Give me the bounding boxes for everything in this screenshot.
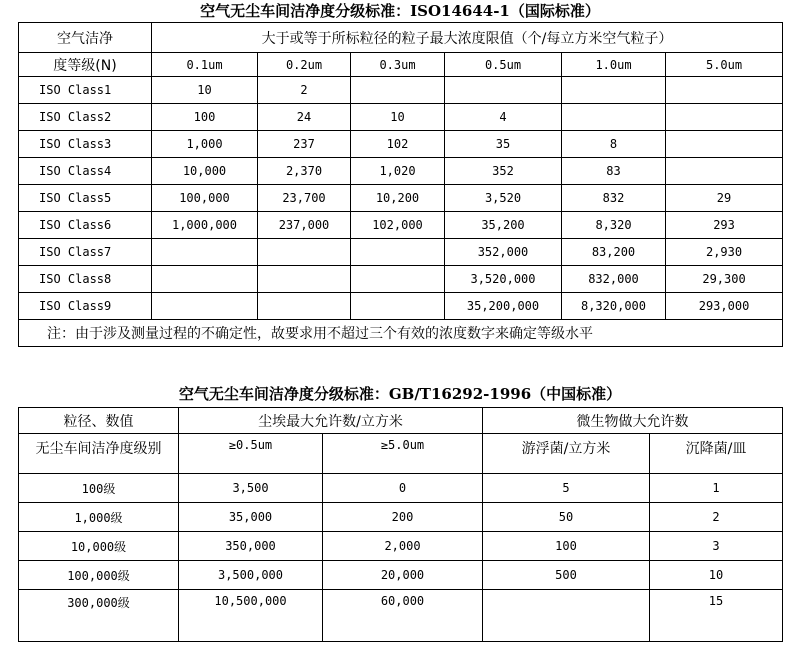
- gb-row-label: 100,000级: [19, 561, 179, 590]
- iso-note: 注：由于涉及测量过程的不确定性，故要求用不超过三个有效的浓度数字来确定等级水平: [19, 320, 783, 347]
- gb-row-label: 1,000级: [19, 503, 179, 532]
- iso-cell: 237: [258, 131, 351, 158]
- iso-cell: 2: [258, 77, 351, 104]
- iso-cell: [258, 293, 351, 320]
- table-row: [19, 212, 783, 239]
- iso-cell: 8,320,000: [562, 293, 666, 320]
- iso-row-label: ISO Class1: [19, 77, 152, 104]
- gb-header-dust: 尘埃最大允许数/立方米: [179, 408, 483, 434]
- iso-size-header: 0.5um: [445, 53, 562, 77]
- iso-cell: [666, 131, 783, 158]
- iso-cell: [152, 293, 258, 320]
- iso-cell: 83,200: [562, 239, 666, 266]
- gb-cell: 1: [650, 474, 783, 503]
- iso-cell: 100: [152, 104, 258, 131]
- gb-table-title: 空气无尘车间洁净度分级标准：GB/T16292-1996（中国标准）: [178, 385, 622, 403]
- gb-cell: 3,500: [179, 474, 323, 503]
- iso-size-header: 5.0um: [666, 53, 783, 77]
- iso-cell: [152, 266, 258, 293]
- gb-cell: 500: [483, 561, 650, 590]
- gb-cell: 2,000: [323, 532, 483, 561]
- iso-cell: [258, 239, 351, 266]
- iso-cell: 832,000: [562, 266, 666, 293]
- iso-cell: 3,520,000: [445, 266, 562, 293]
- iso-size-header: 0.3um: [351, 53, 445, 77]
- gb-header-settle: 沉降菌/皿: [650, 434, 783, 474]
- iso-cell: 35: [445, 131, 562, 158]
- gb-cell: 2: [650, 503, 783, 532]
- iso-cell: 35,200,000: [445, 293, 562, 320]
- table-row: [19, 185, 783, 212]
- iso-row-label: ISO Class5: [19, 185, 152, 212]
- iso-cell: [351, 293, 445, 320]
- iso-cell: 100,000: [152, 185, 258, 212]
- iso-cell: 10,200: [351, 185, 445, 212]
- gb-cell: 200: [323, 503, 483, 532]
- iso-cell: [351, 77, 445, 104]
- gb-row-label: 100级: [19, 474, 179, 503]
- iso-cell: 83: [562, 158, 666, 185]
- iso-row-label: ISO Class8: [19, 266, 152, 293]
- iso-cell: [562, 77, 666, 104]
- gb-cell: 35,000: [179, 503, 323, 532]
- iso-cell: 1,020: [351, 158, 445, 185]
- table-row: [19, 590, 783, 642]
- iso-cell: 24: [258, 104, 351, 131]
- gb-table: [18, 407, 783, 642]
- gb-cell: 10: [650, 561, 783, 590]
- table-row: [19, 104, 783, 131]
- iso-cell: 29: [666, 185, 783, 212]
- iso-cell: [351, 266, 445, 293]
- iso-size-header: 1.0um: [562, 53, 666, 77]
- iso-cell: 2,370: [258, 158, 351, 185]
- iso-header-class: 空气洁净: [19, 23, 152, 53]
- iso-row-label: ISO Class3: [19, 131, 152, 158]
- iso-table: [18, 22, 783, 347]
- gb-cell: 0: [323, 474, 483, 503]
- gb-cell: [483, 590, 650, 642]
- gb-cell: 50: [483, 503, 650, 532]
- iso-cell: [666, 104, 783, 131]
- iso-cell: 237,000: [258, 212, 351, 239]
- iso-cell: 8: [562, 131, 666, 158]
- table-row: [19, 474, 783, 503]
- iso-cell: [258, 266, 351, 293]
- iso-cell: 293: [666, 212, 783, 239]
- iso-cell: 102: [351, 131, 445, 158]
- table-row: [19, 532, 783, 561]
- gb-cell: 350,000: [179, 532, 323, 561]
- iso-cell: 352: [445, 158, 562, 185]
- gb-cell: 20,000: [323, 561, 483, 590]
- iso-cell: [351, 239, 445, 266]
- iso-row-label: ISO Class9: [19, 293, 152, 320]
- iso-cell: 10,000: [152, 158, 258, 185]
- table-row: [19, 77, 783, 104]
- iso-cell: 1,000,000: [152, 212, 258, 239]
- table-row: [19, 266, 783, 293]
- table-row: [19, 158, 783, 185]
- iso-header-span: 大于或等于所标粒径的粒子最大浓度限值（个/每立方米空气粒子）: [152, 23, 783, 53]
- iso-cell: 10: [351, 104, 445, 131]
- iso-header-class-2: 度等级(N): [19, 53, 152, 77]
- iso-cell: 4: [445, 104, 562, 131]
- gb-cell: 10,500,000: [179, 590, 323, 642]
- table-row: [19, 239, 783, 266]
- iso-cell: [445, 77, 562, 104]
- gb-row-label: 10,000级: [19, 532, 179, 561]
- iso-row-label: ISO Class4: [19, 158, 152, 185]
- iso-cell: [562, 104, 666, 131]
- iso-cell: [666, 158, 783, 185]
- gb-header-float: 游浮菌/立方米: [483, 434, 650, 474]
- iso-row-label: ISO Class7: [19, 239, 152, 266]
- iso-table-title: 空气无尘车间洁净度分级标准：ISO14644-1（国际标准）: [200, 2, 600, 20]
- iso-cell: 8,320: [562, 212, 666, 239]
- iso-row-label: ISO Class6: [19, 212, 152, 239]
- iso-cell: 10: [152, 77, 258, 104]
- gb-header-size: 粒径、数值: [19, 408, 179, 434]
- table-row: [19, 131, 783, 158]
- gb-row-label: 300,000级: [19, 590, 179, 642]
- table-row: [19, 293, 783, 320]
- gb-cell: 3,500,000: [179, 561, 323, 590]
- gb-cell: 3: [650, 532, 783, 561]
- iso-cell: [152, 239, 258, 266]
- iso-cell: 23,700: [258, 185, 351, 212]
- iso-size-header: 0.1um: [152, 53, 258, 77]
- gb-cell: 100: [483, 532, 650, 561]
- gb-header-micro: 微生物做大允许数: [483, 408, 783, 434]
- gb-header-05: ≥0.5um: [179, 434, 323, 474]
- iso-row-label: ISO Class2: [19, 104, 152, 131]
- iso-cell: 3,520: [445, 185, 562, 212]
- table-row: [19, 561, 783, 590]
- gb-cell: 5: [483, 474, 650, 503]
- gb-header-level: 无尘车间洁净度级别: [19, 434, 179, 474]
- iso-cell: 1,000: [152, 131, 258, 158]
- table-row: [19, 503, 783, 532]
- iso-cell: 293,000: [666, 293, 783, 320]
- iso-cell: [666, 77, 783, 104]
- gb-header-50: ≥5.0um: [323, 434, 483, 474]
- iso-cell: 352,000: [445, 239, 562, 266]
- iso-cell: 832: [562, 185, 666, 212]
- iso-cell: 102,000: [351, 212, 445, 239]
- iso-cell: 29,300: [666, 266, 783, 293]
- iso-cell: 2,930: [666, 239, 783, 266]
- gb-cell: 60,000: [323, 590, 483, 642]
- gb-cell: 15: [650, 590, 783, 642]
- iso-size-header: 0.2um: [258, 53, 351, 77]
- iso-cell: 35,200: [445, 212, 562, 239]
